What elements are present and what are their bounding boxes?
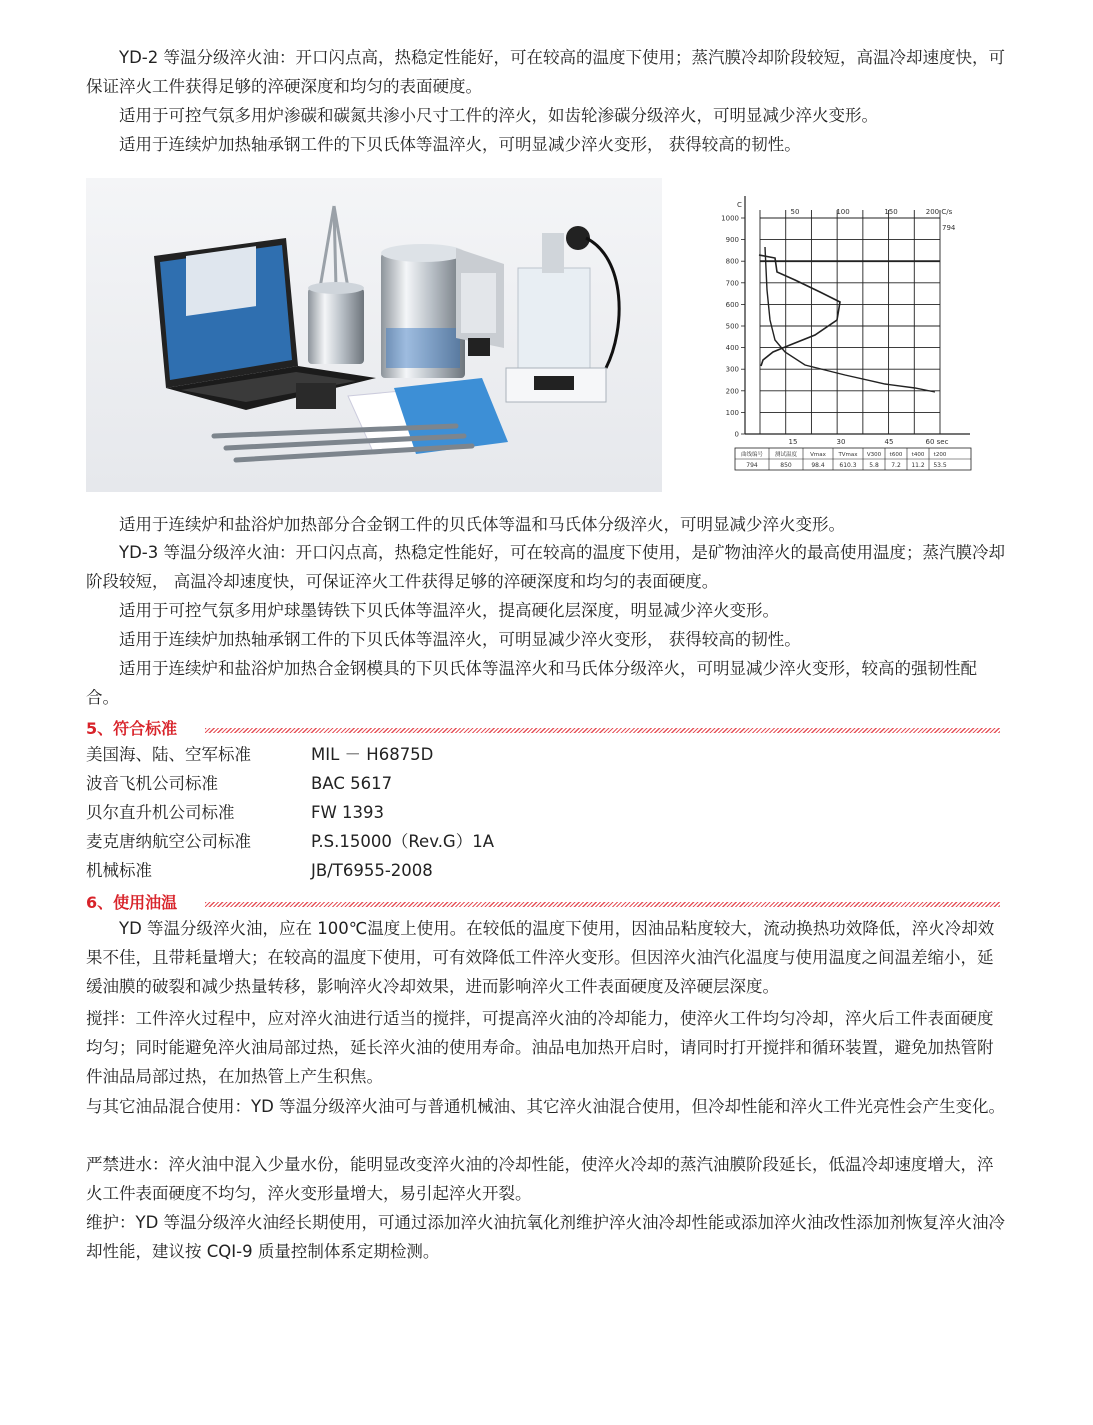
y-tick-label: 200	[725, 387, 739, 396]
top-tick-label: 200 C/s	[925, 208, 953, 216]
table-value: 53.5	[933, 462, 947, 469]
stirring-paragraph: 搅拌：工件淬火过程中，应对淬火油进行适当的搅拌，可提高淬火油的冷却能力，使淬火工件均匀冷却，淬火后工件表面硬度均匀；同时能避免淬火油局部过热，延长淬火油的使用寿命。油品电加热开启时，请同时打开搅拌和循环装置，避免加热管附件油品局部过热，在加热管上产生积焦。	[86, 1009, 994, 1086]
cooling-rate-curve	[759, 255, 840, 366]
intro-paragraph-yd2: YD-2 等温分级淬火油：开口闪点高，热稳定性能好，可在较高的温度下使用；蒸汽膜冷却阶段较短，高温冷却速度快，可保证淬火工件获得足够的淬硬深度和均匀的表面硬度。	[86, 48, 1005, 96]
top-tick-label: 50	[790, 208, 800, 216]
standard-name: 机械标准	[86, 861, 152, 880]
top-tick-label: 150	[884, 208, 898, 216]
y-tick-label: 300	[725, 365, 739, 374]
standard-code: FW 1393	[311, 803, 385, 822]
table-header: t600	[889, 452, 903, 458]
y-tick-label: 800	[725, 257, 739, 266]
y-tick-label: 600	[725, 300, 739, 309]
x-tick-label: 60 sec	[925, 438, 949, 446]
table-value: 98.4	[811, 462, 825, 469]
oil-temperature-paragraph: YD 等温分级淬火油，应在 100℃温度上使用。在较低的温度下使用，因油品粘度较大，流动换热功效降低，淬火冷却效果不佳，且带耗量增大；在较高的温度下使用，可有效降低工件淬火变形。但因淬火油汽化温度与使用温度之间温差缩小，延缓油膜的破裂和减少热量转移，影响淬火冷却效果，进而影响淬火工件表面硬度及淬硬层深度。	[86, 919, 995, 996]
x-tick-label: 15	[788, 438, 798, 446]
standard-name: 波音飞机公司标准	[86, 774, 218, 793]
standard-name: 美国海、陆、空军标准	[86, 745, 251, 764]
intro-paragraph-2: 适用于可控气氛多用炉渗碳和碳氮共渗小尺寸工件的淬火，如齿轮渗碳分级淬火，可明显减少淬火变形。	[119, 106, 878, 125]
cooling-curve-chart	[715, 180, 1015, 480]
x-tick-label: 30	[836, 438, 846, 446]
table-value: 794	[746, 462, 758, 469]
section-5-divider	[205, 728, 1000, 733]
y-tick-label: 900	[725, 236, 739, 245]
table-value: 7.2	[891, 462, 901, 469]
maintenance-paragraph: 维护：YD 等温分级淬火油经长期使用，可通过添加淬火油抗氧化剂维护淬火油冷却性能或添加淬火油改性添加剂恢复淬火油冷却性能，建议按 CQI-9 质量控制体系定期检测。	[86, 1213, 1006, 1261]
table-header: t200	[933, 452, 947, 458]
paragraph-bearing-steel: 适用于连续炉加热轴承钢工件的下贝氏体等温淬火，可明显减少淬火变形， 获得较高的韧性。	[119, 630, 801, 649]
table-header: TVmax	[838, 452, 858, 458]
curve-number-label: 794	[942, 224, 956, 232]
y-unit-label: C	[737, 201, 742, 209]
standard-code: BAC 5617	[311, 774, 393, 793]
x-tick-label: 45	[884, 438, 894, 446]
table-header: t400	[911, 452, 925, 458]
table-header: V300	[866, 452, 882, 458]
standard-name: 麦克唐纳航空公司标准	[86, 832, 251, 851]
table-header: 曲线编号	[740, 452, 764, 458]
y-tick-label: 0	[734, 430, 739, 439]
top-tick-label: 100	[836, 208, 850, 216]
standard-code: P.S.15000（Rev.G）1A	[311, 832, 495, 851]
product-photo	[86, 178, 662, 492]
y-tick-label: 400	[725, 344, 739, 353]
section-6-title: 6、使用油温	[86, 893, 178, 912]
standard-code: JB/T6955-2008	[311, 861, 433, 880]
y-tick-label: 100	[725, 408, 739, 417]
temperature-curve	[765, 247, 935, 392]
paragraph-bainite-alloy: 适用于连续炉和盐浴炉加热部分合金钢工件的贝氏体等温和马氏体分级淬火，可明显减少淬火变形。	[119, 515, 845, 534]
standard-code: MIL － H6875D	[311, 745, 434, 764]
section-5-title: 5、符合标准	[86, 719, 178, 738]
standard-name: 贝尔直升机公司标准	[86, 803, 235, 822]
table-value: 11.2	[911, 462, 925, 469]
table-value: 850	[780, 462, 792, 469]
mixing-paragraph: 与其它油品混合使用：YD 等温分级淬火油可与普通机械油、其它淬火油混合使用，但冷却性能和淬火工件光亮性会产生变化。	[86, 1097, 1006, 1116]
table-value: 610.3	[839, 462, 857, 469]
intro-paragraph-yd3: YD-3 等温分级淬火油：开口闪点高，热稳定性能好，可在较高的温度下使用，是矿物油淬火的最高使用温度；蒸汽膜冷却阶段较短， 高温冷却速度快，可保证淬火工件获得足够的淬硬深度和均匀的表面硬度。	[86, 543, 1005, 591]
table-header: Vmax	[810, 452, 826, 458]
y-tick-label: 1000	[721, 214, 739, 223]
paragraph-alloy-die: 适用于连续炉和盐浴炉加热合金钢模具的下贝氏体等温淬火和马氏体分级淬火，可明显减少淬火变形，较高的强韧性配合。	[86, 659, 977, 707]
y-tick-label: 700	[725, 279, 739, 288]
no-water-paragraph: 严禁进水：淬火油中混入少量水份，能明显改变淬火油的冷却性能，使淬火冷却的蒸汽油膜阶段延长，低温冷却速度增大，淬火工件表面硬度不均匀，淬火变形量增大，易引起淬火开裂。	[86, 1155, 994, 1203]
intro-paragraph-3: 适用于连续炉加热轴承钢工件的下贝氏体等温淬火，可明显减少淬火变形， 获得较高的韧性。	[119, 135, 801, 154]
table-header: 测试温度	[774, 452, 798, 458]
table-value: 5.8	[869, 462, 879, 469]
paragraph-ductile-iron: 适用于可控气氛多用炉球墨铸铁下贝氏体等温淬火，提高硬化层深度，明显减少淬火变形。	[119, 601, 779, 620]
y-tick-label: 500	[725, 322, 739, 331]
section-6-divider	[205, 902, 1000, 907]
